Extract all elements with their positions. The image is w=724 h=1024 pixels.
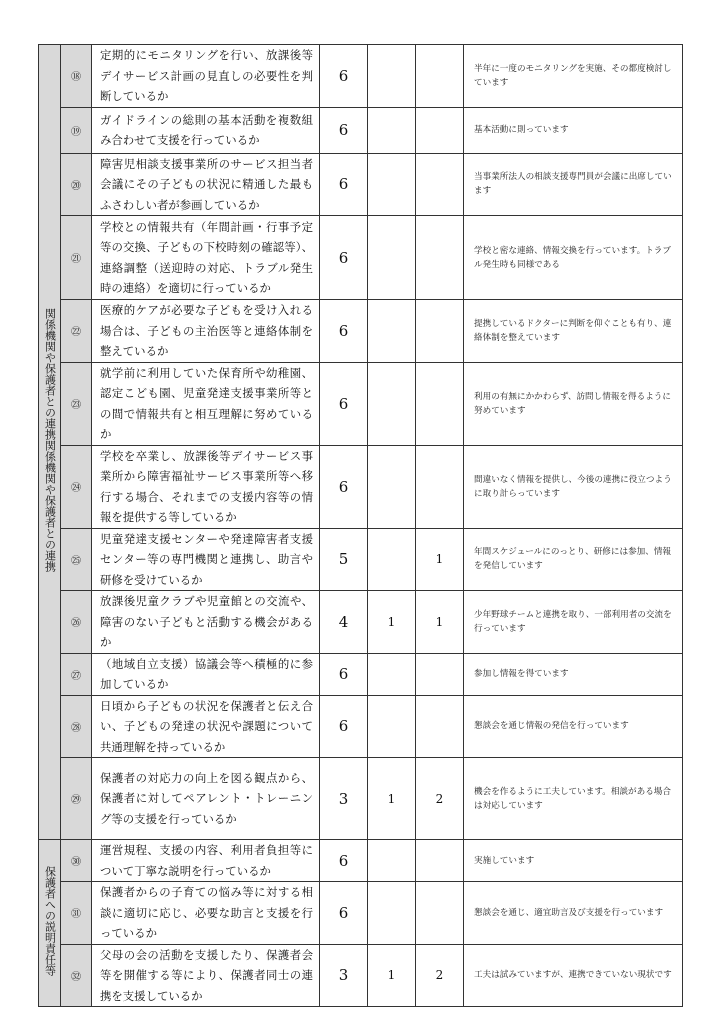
table-row — [39, 45, 683, 108]
count-yes: 6 — [320, 840, 368, 882]
comment-text: 機会を作るように工夫しています。相談がある場合は対応しています — [464, 758, 683, 840]
count-yes: 3 — [320, 758, 368, 840]
category-label: 関係機関や保護者との連携関係機関や保護者との連携 — [43, 308, 57, 572]
evaluation-table — [38, 44, 683, 1007]
count-no — [416, 45, 464, 108]
question-text: 運営規程、支援の内容、利用者負担等について丁寧な説明を行っているか — [92, 840, 320, 882]
count-no — [416, 300, 464, 363]
table-row — [39, 591, 683, 654]
comment-text: 懇談会を通じ情報の発信を行っています — [464, 695, 683, 758]
count-middle — [368, 216, 416, 300]
question-text: ガイドラインの総則の基本活動を複数組み合わせて支援を行っているか — [92, 107, 320, 153]
category-cell — [39, 45, 61, 840]
item-number: ㉙ — [61, 758, 92, 840]
table-row — [39, 695, 683, 758]
count-middle: 1 — [368, 758, 416, 840]
table-row — [39, 300, 683, 363]
count-no: 1 — [416, 528, 464, 591]
comment-text: 年間スケジュールにのっとり、研修には参加、情報を発信しています — [464, 528, 683, 591]
item-number: ⑲ — [61, 107, 92, 153]
count-no — [416, 107, 464, 153]
table-row — [39, 362, 683, 445]
comment-text: 懇談会を通じ、適宜助言及び支援を行っています — [464, 882, 683, 945]
item-number: ㉚ — [61, 840, 92, 882]
category-label: 保護者への説明責任等 — [43, 866, 57, 976]
count-yes: 5 — [320, 528, 368, 591]
count-middle — [368, 153, 416, 216]
question-text: 障害児相談支援事業所のサービス担当者会議にその子どもの状況に精通した最もふさわしい者が参画しているか — [92, 153, 320, 216]
count-no — [416, 216, 464, 300]
count-middle — [368, 362, 416, 445]
comment-text: 基本活動に則っています — [464, 107, 683, 153]
question-text: 就学前に利用していた保育所や幼稚園、認定こども園、児童発達支援事業所等との間で情報共有と相互理解に努めているか — [92, 362, 320, 445]
count-no — [416, 653, 464, 695]
item-number: ㉔ — [61, 445, 92, 528]
count-yes: 6 — [320, 45, 368, 108]
count-middle — [368, 45, 416, 108]
count-no — [416, 153, 464, 216]
table-row — [39, 528, 683, 591]
question-text: 保護者からの子育ての悩み等に対する相談に適切に応じ、必要な助言と支援を行っているか — [92, 882, 320, 945]
count-no — [416, 840, 464, 882]
question-text: 児童発達支援センターや発達障害者支援センター等の専門機関と連携し、助言や研修を受けているか — [92, 528, 320, 591]
question-text: 医療的ケアが必要な子どもを受け入れる場合は、子どもの主治医等と連絡体制を整えているか — [92, 300, 320, 363]
table-row — [39, 107, 683, 153]
comment-text: 工夫は試みていますが、連携できていない現状です — [464, 944, 683, 1007]
question-text: （地域自立支援）協議会等へ積極的に参加しているか — [92, 653, 320, 695]
table-row — [39, 840, 683, 882]
question-text: 日頃から子どもの状況を保護者と伝え合い、子どもの発達の状況や課題について共通理解を持っているか — [92, 695, 320, 758]
count-middle — [368, 445, 416, 528]
item-number: ㉓ — [61, 362, 92, 445]
question-text: 父母の会の活動を支援したり、保護者会等を開催する等により、保護者同士の連携を支援しているか — [92, 944, 320, 1007]
item-number: ⑳ — [61, 153, 92, 216]
item-number: ⑱ — [61, 45, 92, 108]
table-row — [39, 758, 683, 840]
count-no: 2 — [416, 944, 464, 1007]
count-middle — [368, 840, 416, 882]
comment-text: 提携しているドクターに判断を仰ぐことも有り、連絡体制を整えています — [464, 300, 683, 363]
question-text: 学校を卒業し、放課後等デイサービス事業所から障害福祉サービス事業所等へ移行する場合、それまでの支援内容等の情報を提供する等しているか — [92, 445, 320, 528]
comment-text: 半年に一度のモニタリングを実施、その都度検討しています — [464, 45, 683, 108]
count-yes: 6 — [320, 107, 368, 153]
comment-text: 間違いなく情報を提供し、今後の連携に役立つように取り計らっています — [464, 445, 683, 528]
table-row — [39, 944, 683, 1007]
table-row — [39, 445, 683, 528]
count-yes: 6 — [320, 445, 368, 528]
count-yes: 6 — [320, 300, 368, 363]
count-yes: 6 — [320, 153, 368, 216]
count-no — [416, 445, 464, 528]
count-middle — [368, 528, 416, 591]
comment-text: 参加し情報を得ています — [464, 653, 683, 695]
question-text: 学校との情報共有（年間計画・行事予定等の交換、子どもの下校時刻の確認等）、連絡調整（送迎時の対応、トラブル発生時の連絡）を適切に行っているか — [92, 216, 320, 300]
count-no: 2 — [416, 758, 464, 840]
table-row — [39, 653, 683, 695]
count-middle — [368, 300, 416, 363]
item-number: ㉛ — [61, 882, 92, 945]
count-yes: 6 — [320, 653, 368, 695]
comment-text: 実施しています — [464, 840, 683, 882]
table-row — [39, 216, 683, 300]
count-no — [416, 695, 464, 758]
item-number: ㉒ — [61, 300, 92, 363]
comment-text: 当事業所法人の相談支援専門員が会議に出席しています — [464, 153, 683, 216]
item-number: ㉘ — [61, 695, 92, 758]
count-middle — [368, 695, 416, 758]
count-no — [416, 362, 464, 445]
count-middle — [368, 107, 416, 153]
count-yes: 3 — [320, 944, 368, 1007]
item-number: ㉗ — [61, 653, 92, 695]
count-no: 1 — [416, 591, 464, 654]
comment-text: 学校と密な連絡、情報交換を行っています。トラブル発生時も同様である — [464, 216, 683, 300]
table-row — [39, 882, 683, 945]
item-number: ㉕ — [61, 528, 92, 591]
question-text: 定期的にモニタリングを行い、放課後等デイサービス計画の見直しの必要性を判断しているか — [92, 45, 320, 108]
item-number: ㉑ — [61, 216, 92, 300]
count-no — [416, 882, 464, 945]
question-text: 保護者の対応力の向上を図る観点から、保護者に対してペアレント・トレーニング等の支援を行っているか — [92, 758, 320, 840]
item-number: ㉖ — [61, 591, 92, 654]
count-yes: 4 — [320, 591, 368, 654]
count-yes: 6 — [320, 362, 368, 445]
count-middle: 1 — [368, 944, 416, 1007]
table-row — [39, 153, 683, 216]
category-cell — [39, 840, 61, 1007]
count-middle — [368, 882, 416, 945]
count-middle: 1 — [368, 591, 416, 654]
comment-text: 少年野球チームと連携を取り、一部利用者の交流を行っています — [464, 591, 683, 654]
count-yes: 6 — [320, 216, 368, 300]
item-number: ㉜ — [61, 944, 92, 1007]
count-middle — [368, 653, 416, 695]
count-yes: 6 — [320, 695, 368, 758]
question-text: 放課後児童クラブや児童館との交流や、障害のない子どもと活動する機会があるか — [92, 591, 320, 654]
count-yes: 6 — [320, 882, 368, 945]
comment-text: 利用の有無にかかわらず、訪問し情報を得るように努めています — [464, 362, 683, 445]
